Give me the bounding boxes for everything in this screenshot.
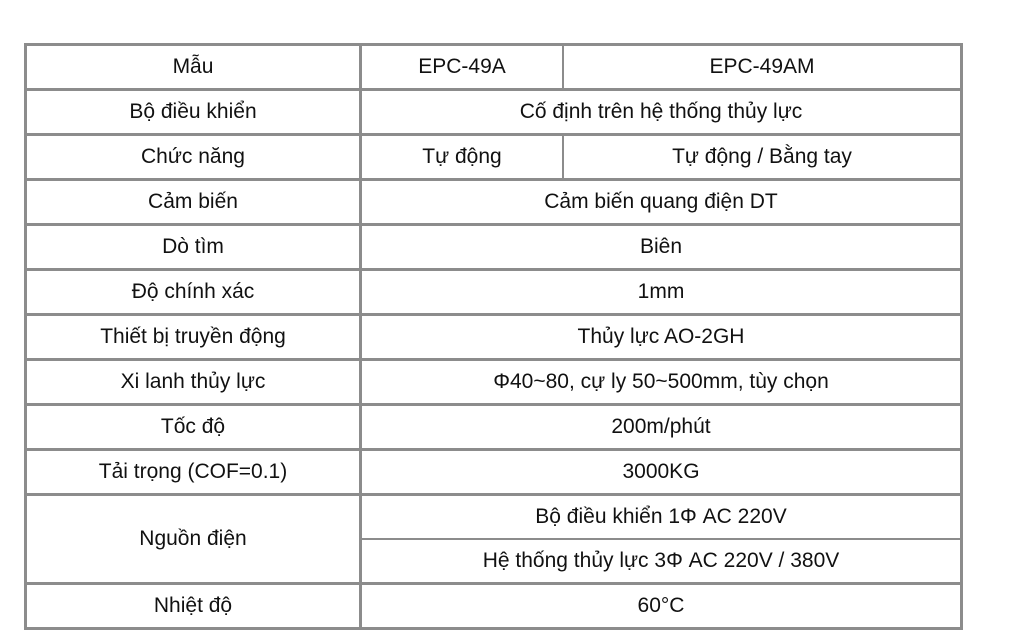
label-actuator: Thiết bị truyền động bbox=[26, 315, 361, 360]
value-function-a: Tự động bbox=[361, 135, 563, 180]
value-sensor: Cảm biến quang điện DT bbox=[361, 180, 961, 225]
value-accuracy: 1mm bbox=[361, 270, 961, 315]
label-cylinder: Xi lanh thủy lực bbox=[26, 360, 361, 405]
table-row bbox=[26, 360, 961, 405]
table-row bbox=[26, 584, 961, 628]
value-cylinder: Φ40~80, cự ly 50~500mm, tùy chọn bbox=[361, 360, 961, 405]
table-row bbox=[26, 135, 961, 180]
model-epc-49am: EPC-49AM bbox=[563, 45, 961, 90]
value-power-controller: Bộ điều khiển 1Φ AC 220V bbox=[361, 495, 961, 539]
label-temperature: Nhiệt độ bbox=[26, 584, 361, 628]
label-power: Nguồn điện bbox=[26, 495, 361, 584]
value-detection: Biên bbox=[361, 225, 961, 270]
value-speed: 200m/phút bbox=[361, 405, 961, 450]
value-power-hydraulic: Hệ thống thủy lực 3Φ AC 220V / 380V bbox=[361, 539, 961, 584]
table-row bbox=[26, 90, 961, 135]
label-detection: Dò tìm bbox=[26, 225, 361, 270]
table-row bbox=[26, 45, 961, 90]
spec-table bbox=[24, 43, 963, 630]
table-row bbox=[26, 270, 961, 315]
value-actuator: Thủy lực AO-2GH bbox=[361, 315, 961, 360]
value-temperature: 60°C bbox=[361, 584, 961, 628]
label-speed: Tốc độ bbox=[26, 405, 361, 450]
label-accuracy: Độ chính xác bbox=[26, 270, 361, 315]
value-controller: Cố định trên hệ thống thủy lực bbox=[361, 90, 961, 135]
table-row bbox=[26, 450, 961, 495]
label-sensor: Cảm biến bbox=[26, 180, 361, 225]
table-row bbox=[26, 180, 961, 225]
table-row bbox=[26, 405, 961, 450]
label-controller: Bộ điều khiển bbox=[26, 90, 361, 135]
table-row bbox=[26, 315, 961, 360]
value-function-b: Tự động / Bằng tay bbox=[563, 135, 961, 180]
model-epc-49a: EPC-49A bbox=[361, 45, 563, 90]
label-load: Tải trọng (COF=0.1) bbox=[26, 450, 361, 495]
label-model: Mẫu bbox=[26, 45, 361, 90]
table-row bbox=[26, 225, 961, 270]
value-load: 3000KG bbox=[361, 450, 961, 495]
label-function: Chức năng bbox=[26, 135, 361, 180]
table-row bbox=[26, 495, 961, 539]
